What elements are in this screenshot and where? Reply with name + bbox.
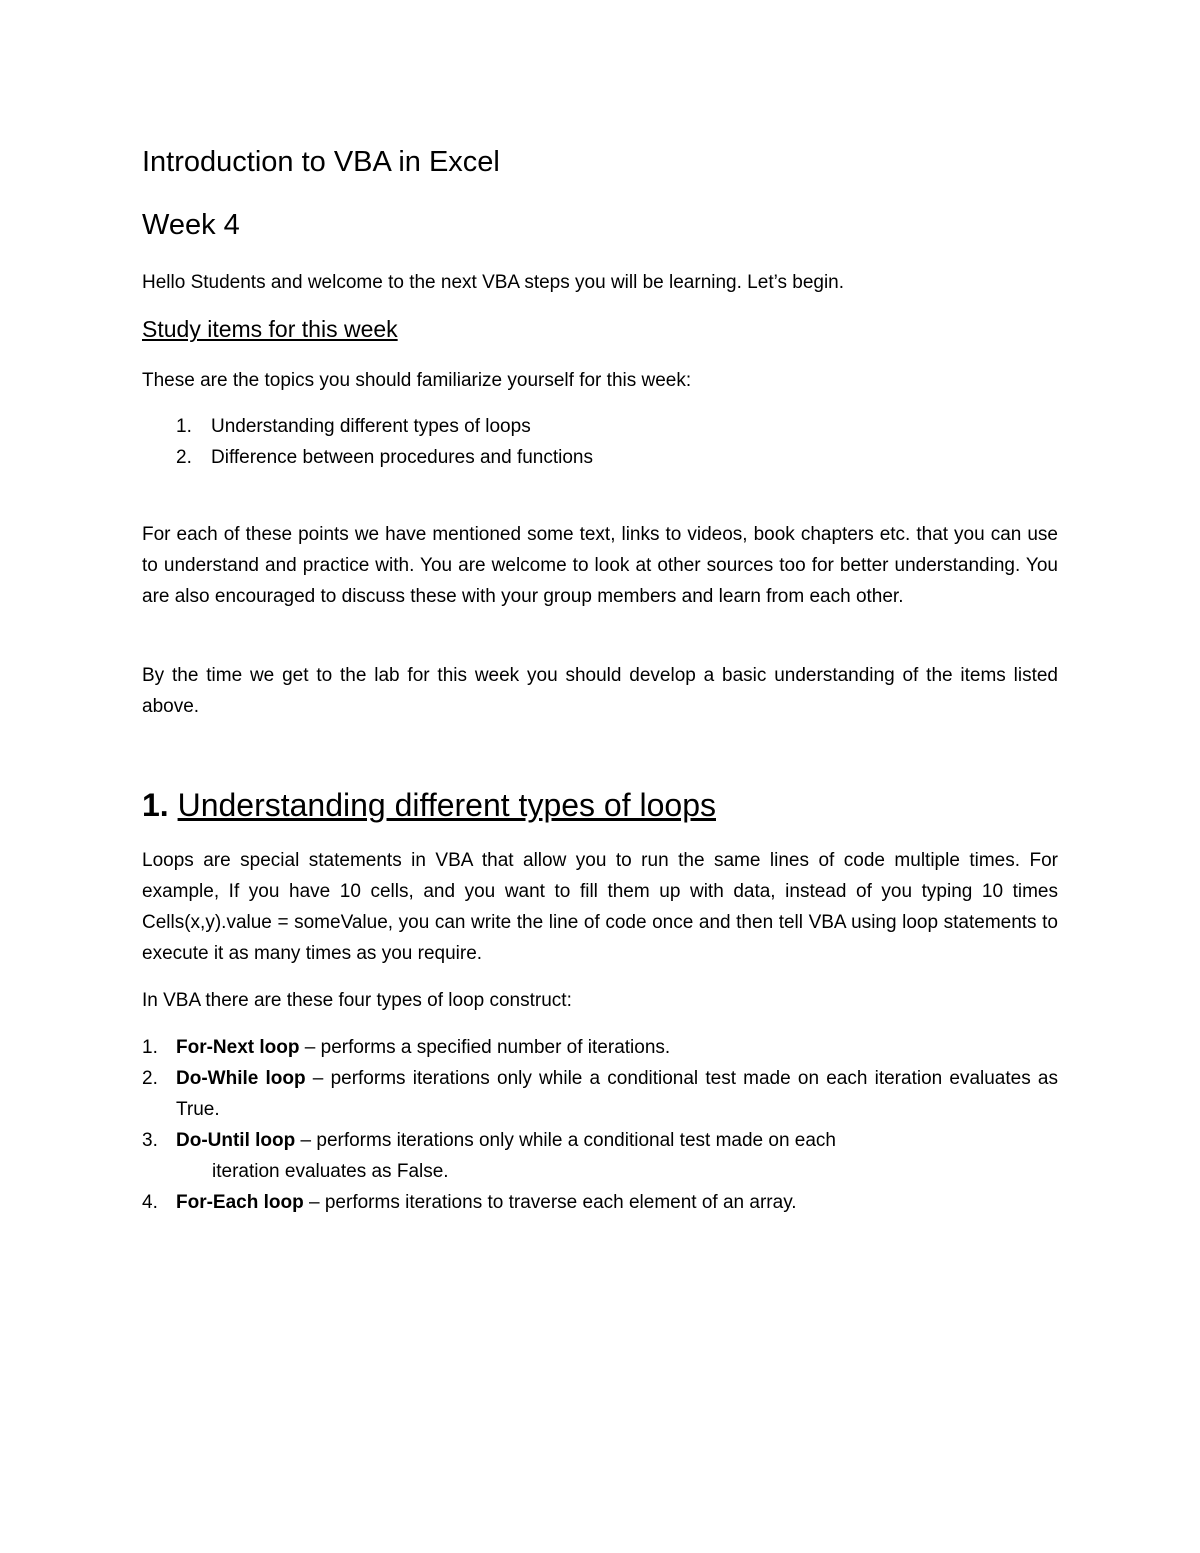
- loops-paragraph: Loops are special statements in VBA that allow you to run the same lines of code multiple times. For example, If you have 10 cells, and you want to fill them up with data, instead of you typing 10 times Cells(x,y).value = someValue, you can write the line of code once and then tell VBA using loop statements to execute it as many times as you require.: [142, 850, 1058, 964]
- loop-description: – performs iterations only while a conditional test made on each iteration evaluates as True.: [176, 1068, 1058, 1120]
- loop-description: – performs iterations to traverse each element of an array.: [303, 1192, 797, 1213]
- list-item: [142, 1187, 1058, 1218]
- list-item-text: Understanding different types of loops: [211, 416, 531, 437]
- list-item-number: 4.: [142, 1192, 158, 1213]
- list-item: [142, 1125, 1058, 1187]
- loop-description-continued: iteration evaluates as False.: [212, 1161, 449, 1182]
- list-item-text: Difference between procedures and functions: [211, 447, 594, 468]
- list-item-number: 2.: [176, 447, 192, 468]
- list-item-number: 1.: [176, 416, 192, 437]
- week-heading: Week 4: [142, 209, 240, 241]
- loop-types-intro: In VBA there are these four types of loop construct:: [142, 990, 572, 1011]
- topics-list: [142, 411, 593, 473]
- study-items-heading: Study items for this week: [142, 316, 398, 342]
- section-title: Understanding different types of loops: [177, 787, 716, 823]
- list-item-number: 1.: [142, 1037, 158, 1058]
- section-1-heading: [142, 787, 716, 824]
- list-item-number: 2.: [142, 1068, 158, 1089]
- topics-intro-text: These are the topics you should familiarize yourself for this week:: [142, 370, 692, 391]
- list-item-number: 3.: [142, 1130, 158, 1151]
- loop-term: Do-While loop: [176, 1068, 306, 1089]
- loop-term: For-Next loop: [176, 1037, 300, 1058]
- list-item: [142, 442, 593, 473]
- resources-paragraph: For each of these points we have mentioned some text, links to videos, book chapters etc. that you can use to understand and practice with. You are welcome to look at other sources too for better understanding. You are also encouraged to discuss these with your group members and learn from each other.: [142, 524, 1058, 607]
- list-item: [142, 1063, 1058, 1125]
- loop-term: For-Each loop: [176, 1192, 304, 1213]
- list-item: [142, 411, 593, 442]
- loop-term: Do-Until loop: [176, 1130, 296, 1151]
- document-title: Introduction to VBA in Excel: [142, 146, 500, 178]
- loop-description: – performs iterations only while a conditional test made on each: [295, 1130, 836, 1151]
- loop-types-list: [142, 1032, 1058, 1218]
- list-item: [142, 1032, 1058, 1063]
- loop-description: – performs a specified number of iterations.: [299, 1037, 671, 1058]
- lab-paragraph: By the time we get to the lab for this week you should develop a basic understanding of the items listed above.: [142, 665, 1058, 717]
- section-number: 1.: [142, 787, 169, 823]
- greeting-text: Hello Students and welcome to the next VBA steps you will be learning. Let’s begin.: [142, 272, 845, 293]
